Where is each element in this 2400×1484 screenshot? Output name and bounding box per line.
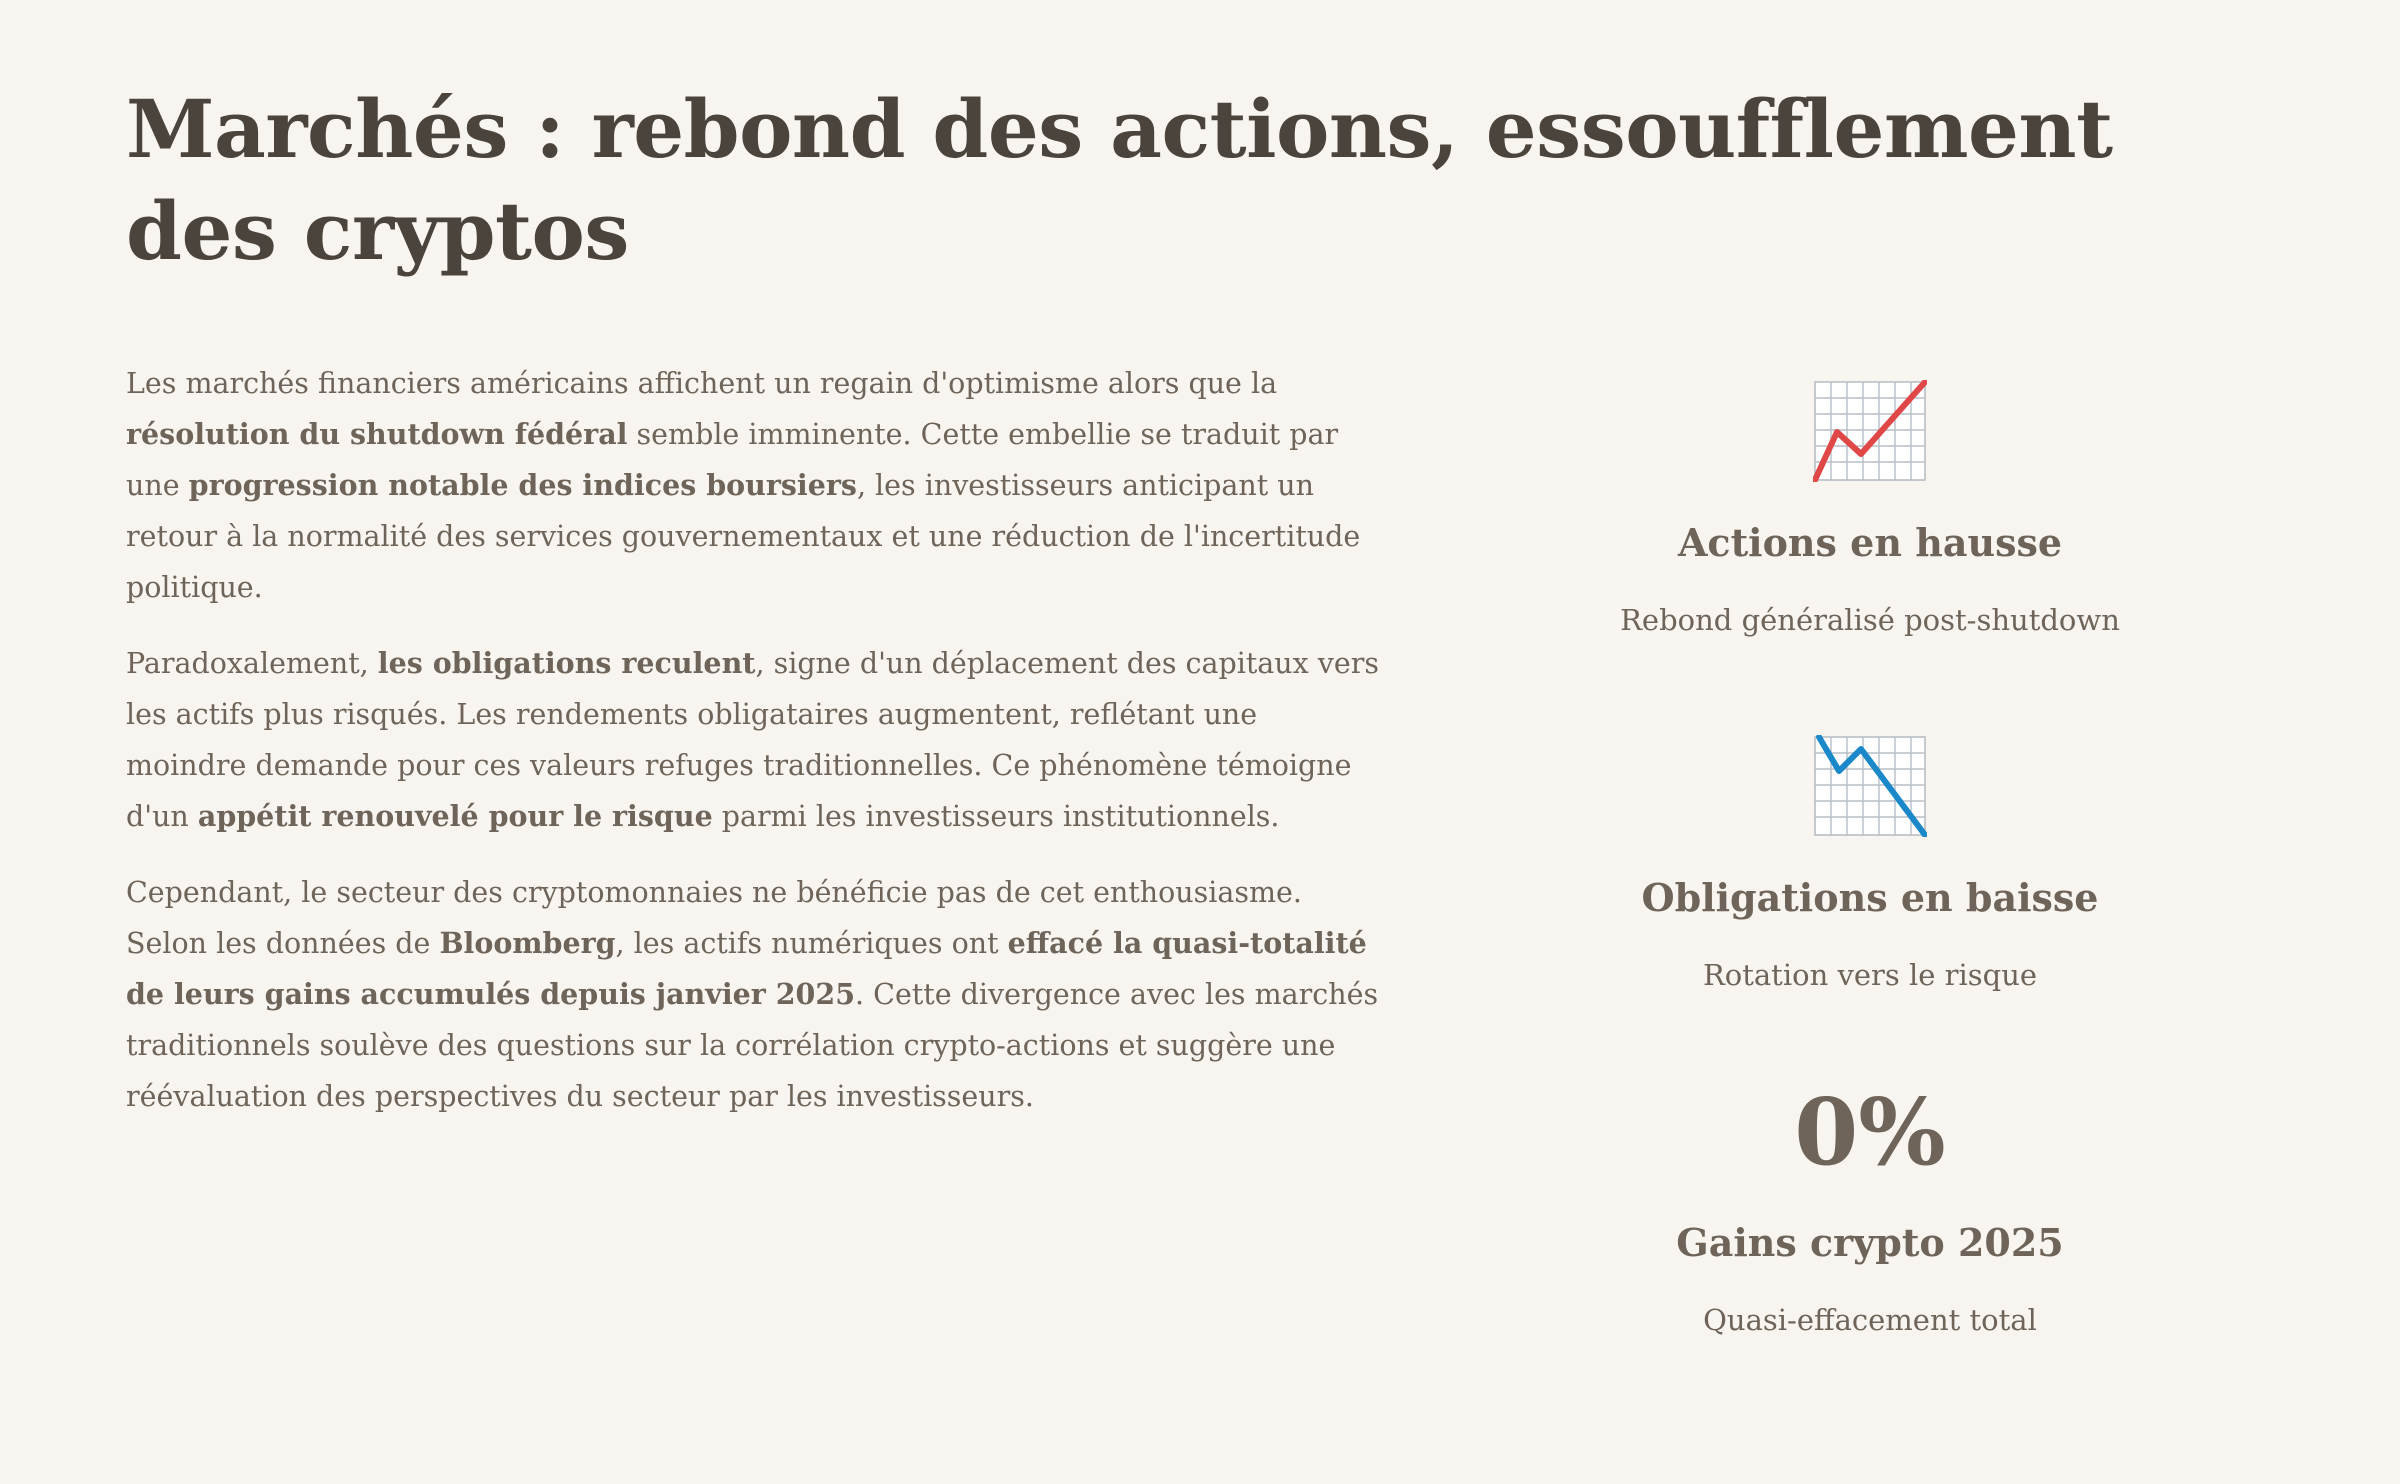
article-body — [126, 358, 1386, 1147]
crypto-gain-value: 0% — [1794, 1078, 1946, 1186]
body-text: parmi les investisseurs institutionnels. — [712, 800, 1280, 833]
stat-stocks — [1570, 380, 2170, 640]
stat-crypto — [1570, 1078, 2170, 1340]
chart-increasing-icon — [1813, 380, 1927, 482]
stat-bonds — [1570, 735, 2170, 995]
chart-decreasing-icon — [1813, 735, 1927, 837]
stat-title: Gains crypto 2025 — [1676, 1220, 2064, 1265]
paragraph — [126, 638, 1386, 842]
stat-subtitle: Rebond généralisé post-shutdown — [1620, 603, 2120, 637]
emphasis-text: appétit renouvelé pour le risque — [197, 799, 713, 833]
stat-title: Obligations en baisse — [1641, 875, 2099, 920]
emphasis-text: Bloomberg — [439, 926, 616, 960]
body-text: . Cette divergence avec les marchés traditionnels soulève des questions sur la corrélation crypto-actions et suggère une réévaluation des perspectives du secteur par les investisseurs. — [126, 978, 1379, 1113]
body-text: semble imminente. Cette embellie se traduit par une — [126, 418, 1339, 502]
emphasis-text: résolution du shutdown fédéral — [126, 417, 628, 451]
paragraph — [126, 358, 1386, 613]
paragraph — [126, 867, 1386, 1122]
body-text: , les actifs numériques ont — [615, 927, 1008, 960]
stat-subtitle: Rotation vers le risque — [1702, 958, 2038, 992]
article-title: Marchés : rebond des actions, essoufflement des cryptos — [126, 82, 2113, 278]
emphasis-text: effacé la quasi-totalité de leurs gains accumulés depuis janvier 2025 — [126, 926, 1367, 1011]
emphasis-text: progression notable des indices boursiers — [188, 468, 857, 502]
body-text: Les marchés financiers américains affichent un regain d'optimisme alors que la — [126, 367, 1278, 400]
stat-subtitle: Quasi-effacement total — [1703, 1303, 2037, 1337]
body-text: , les investisseurs anticipant un retour à la normalité des services gouvernementaux et une réduction de l'incertitude politique. — [126, 469, 1361, 604]
body-text: Paradoxalement, — [126, 647, 378, 680]
emphasis-text: les obligations reculent — [377, 646, 756, 680]
body-text: Cependant, le secteur des cryptomonnaies ne bénéficie pas de cet enthousiasme. Selon les données de — [126, 876, 1302, 960]
body-text: , signe d'un déplacement des capitaux vers les actifs plus risqués. Les rendements obligataires augmentent, reflétant une moindre demande pour ces valeurs refuges traditionnelles. Ce phénomène témoigne d'un — [126, 647, 1379, 833]
stat-title: Actions en hausse — [1677, 520, 2063, 565]
